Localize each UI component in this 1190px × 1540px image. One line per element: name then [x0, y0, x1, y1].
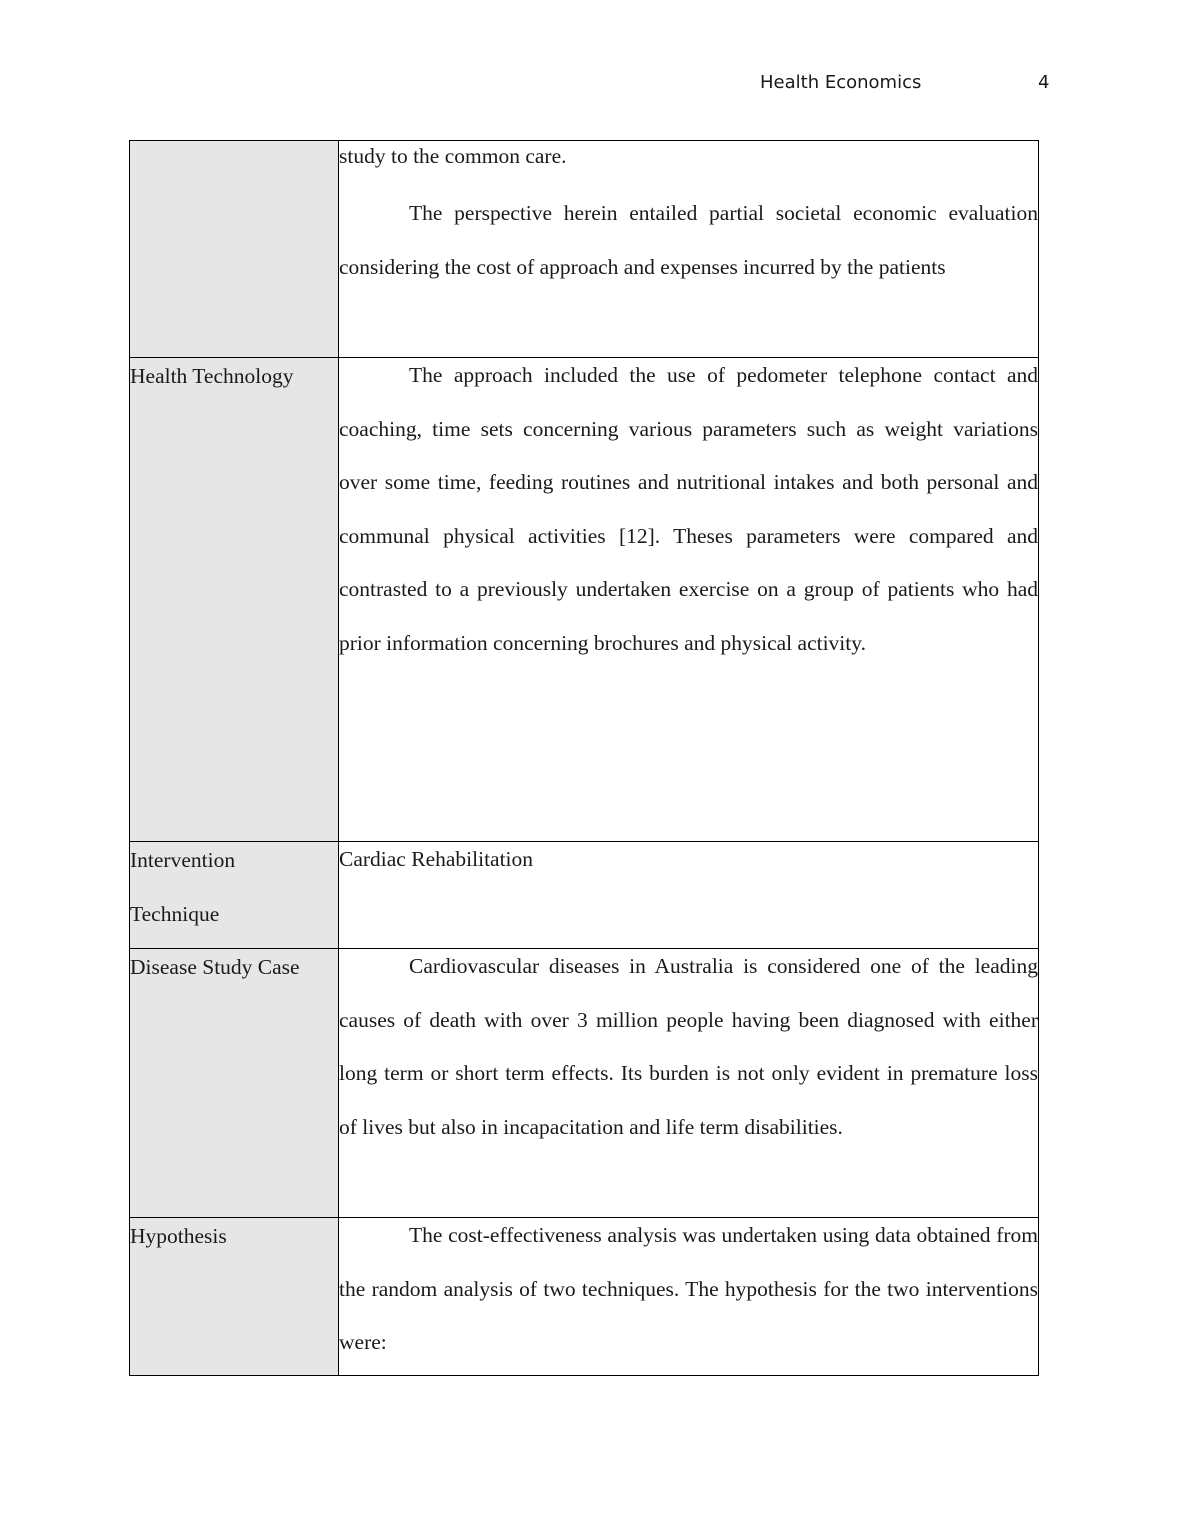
row-label: Disease Study Case: [130, 955, 300, 979]
row-content-cell: [339, 1218, 1039, 1376]
table-row: [130, 1218, 1039, 1376]
row-label-cell: [130, 141, 339, 358]
page-number: 4: [1038, 72, 1050, 93]
row-content-cell: [339, 358, 1039, 842]
row-label-cell: [130, 358, 339, 842]
table-row: [130, 358, 1039, 842]
row-label: Hypothesis: [130, 1224, 227, 1248]
content-paragraph: The approach included the use of pedometer telephone contact and coaching, time sets concerning various parameters such as weight variations over some time, feeding routines and nutritional intakes and both personal and communal physical activities [12]. Theses parameters were compared and contrasted to a previously undertaken exercise on a group of patients who had prior information concerning brochures and physical activity.: [339, 363, 1038, 655]
summary-table: [129, 140, 1039, 1376]
content-paragraph: Cardiovascular diseases in Australia is considered one of the leading causes of death with over 3 million people having been diagnosed with either long term or short term effects. Its burden is not only evident in premature loss of lives but also in incapacitation and life term disabilities.: [339, 954, 1038, 1139]
row-label-cell: [130, 1218, 339, 1376]
row-label-cell: [130, 949, 339, 1218]
content-paragraph: study to the common care.: [339, 144, 567, 168]
row-label: Intervention Technique: [130, 848, 236, 926]
row-content-cell: [339, 949, 1039, 1218]
running-header-title: Health Economics: [760, 72, 922, 93]
row-label: Health Technology: [130, 364, 294, 388]
table-row: [130, 842, 1039, 949]
content-paragraph: The cost-effectiveness analysis was undertaken using data obtained from the random analysis of two techniques. The hypothesis for the two interventions were:: [339, 1223, 1038, 1355]
row-content-cell: [339, 842, 1039, 949]
content-paragraph: Cardiac Rehabilitation: [339, 847, 534, 871]
table-row: [130, 141, 1039, 358]
content-paragraph: The perspective herein entailed partial societal economic evaluation considering the cost of approach and expenses incurred by the patients: [339, 201, 1038, 279]
table-row: [130, 949, 1039, 1218]
row-content-cell: [339, 141, 1039, 358]
row-label-cell: [130, 842, 339, 949]
